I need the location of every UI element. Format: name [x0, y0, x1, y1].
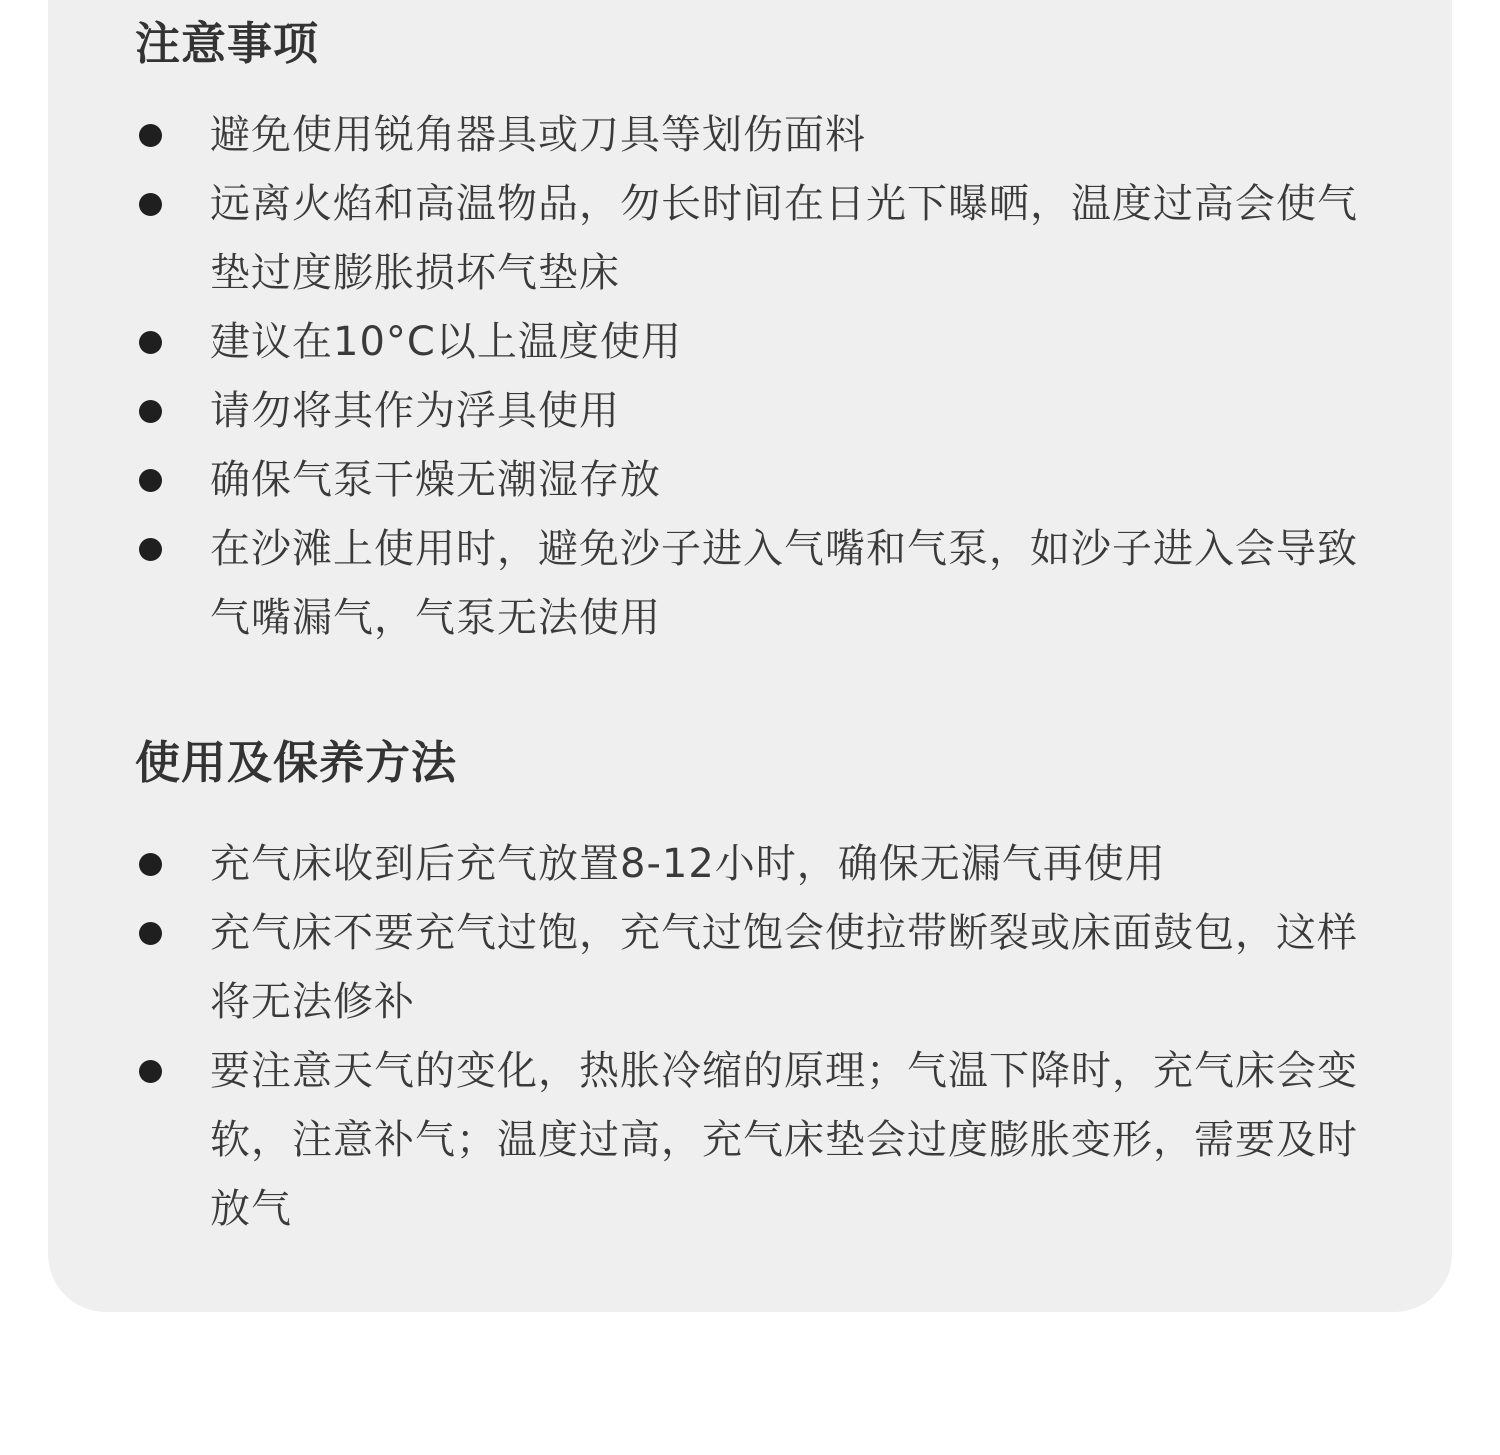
- list-item-text: 远离火焰和高温物品，勿长时间在日光下曝晒，温度过高会使气垫过度膨胀损坏气垫床: [210, 181, 1358, 296]
- list-item-text: 确保气泵干燥无潮湿存放: [210, 457, 661, 503]
- usage-maintenance-list: [135, 830, 1375, 1244]
- bullet-icon: [139, 538, 162, 561]
- precautions-list: [135, 101, 1375, 653]
- bullet-icon: [139, 853, 162, 876]
- list-item-text: 在沙滩上使用时，避免沙子进入气嘴和气泵，如沙子进入会导致气嘴漏气，气泵无法使用: [210, 526, 1358, 641]
- list-item-text: 建议在10°C以上温度使用: [210, 319, 682, 365]
- bullet-icon: [139, 1060, 162, 1083]
- bullet-icon: [139, 400, 162, 423]
- list-item-text: 要注意天气的变化，热胀冷缩的原理；气温下降时，充气床会变软，注意补气；温度过高，充气床垫会过度膨胀变形，需要及时放气: [210, 1048, 1358, 1232]
- bullet-icon: [139, 331, 162, 354]
- bullet-icon: [139, 193, 162, 216]
- list-item: [135, 1037, 1375, 1244]
- list-item: [135, 830, 1375, 899]
- list-item-text: 请勿将其作为浮具使用: [210, 388, 620, 434]
- list-item: [135, 446, 1375, 515]
- list-item-text: 充气床不要充气过饱，充气过饱会使拉带断裂或床面鼓包，这样将无法修补: [210, 910, 1358, 1025]
- bullet-icon: [139, 922, 162, 945]
- bullet-icon: [139, 124, 162, 147]
- list-item: [135, 377, 1375, 446]
- list-item: [135, 101, 1375, 170]
- list-item: [135, 515, 1375, 653]
- section-title-precautions: 注意事项: [135, 17, 320, 70]
- section-title-usage-maintenance: 使用及保养方法: [135, 736, 458, 789]
- list-item-text: 避免使用锐角器具或刀具等划伤面料: [210, 112, 866, 158]
- list-item-text: 充气床收到后充气放置8-12小时，确保无漏气再使用: [210, 841, 1166, 887]
- list-item: [135, 170, 1375, 308]
- bullet-icon: [139, 469, 162, 492]
- list-item: [135, 308, 1375, 377]
- list-item: [135, 899, 1375, 1037]
